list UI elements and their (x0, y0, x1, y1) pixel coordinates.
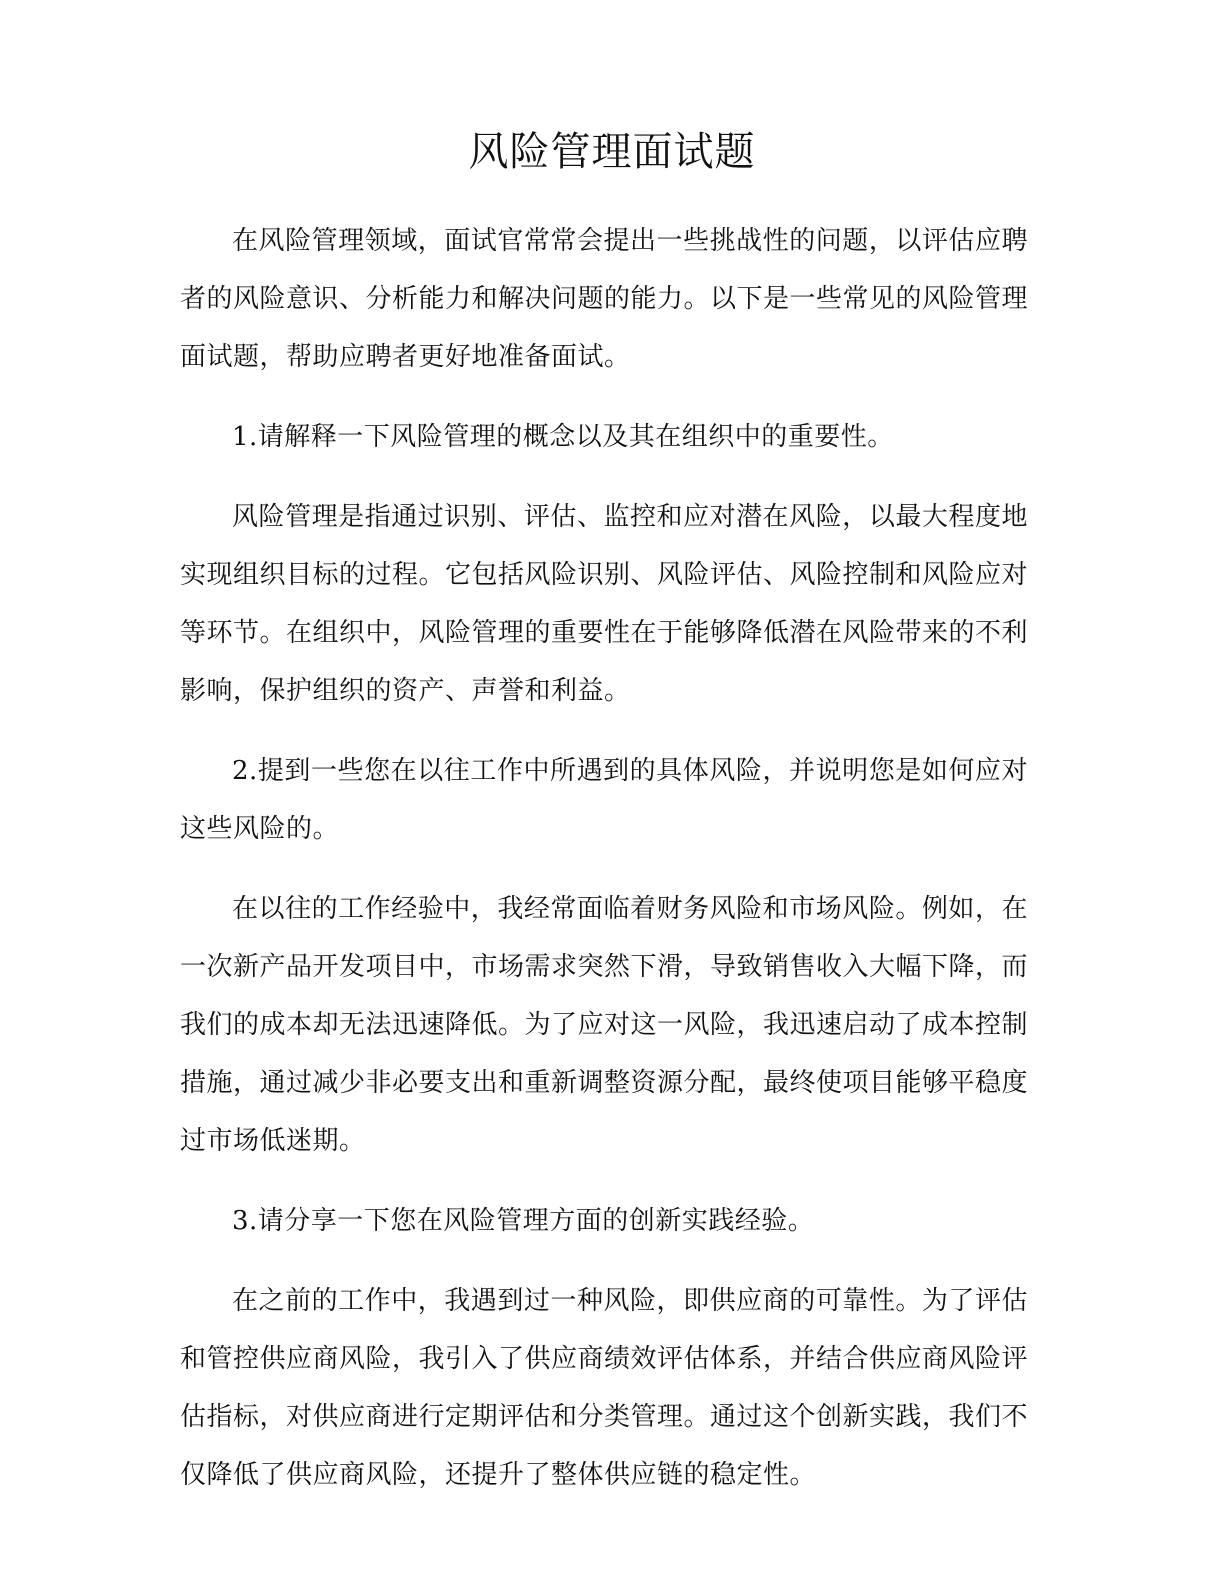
intro-paragraph: 在风险管理领域，面试官常常会提出一些挑战性的问题，以评估应聘者的风险意识、分析能力和解决问题的能力。以下是一些常见的风险管理面试题，帮助应聘者更好地准备面试。 (180, 226, 1029, 372)
answer-2: 在以往的工作经验中，我经常面临着财务风险和市场风险。例如，在一次新产品开发项目中，市场需求突然下滑，导致销售收入大幅下降，而我们的成本却无法迅速降低。为了应对这一风险，我迅速启动了成本控制措施，通过减少非必要支出和重新调整资源分配，最终使项目能够平稳度过市场低迷期。 (180, 894, 1029, 1156)
answer-3: 在之前的工作中，我遇到过一种风险，即供应商的可靠性。为了评估和管控供应商风险，我引入了供应商绩效评估体系，并结合供应商风险评估指标，对供应商进行定期评估和分类管理。通过这个创新实践，我们不仅降低了供应商风险，还提升了整体供应链的稳定性。 (180, 1286, 1029, 1490)
answer-1: 风险管理是指通过识别、评估、监控和应对潜在风险，以最大程度地实现组织目标的过程。它包括风险识别、风险评估、风险控制和风险应对等环节。在组织中，风险管理的重要性在于能够降低潜在风险带来的不利影响，保护组织的资产、声誉和利益。 (180, 502, 1029, 706)
document-title: 风险管理面试题 (468, 129, 756, 175)
question-2: 2.提到一些您在以往工作中所遇到的具体风险，并说明您是如何应对这些风险的。 (180, 756, 1028, 844)
document-body (180, 212, 1028, 1526)
question-1: 1.请解释一下风险管理的概念以及其在组织中的重要性。 (232, 422, 894, 452)
question-3: 3.请分享一下您在风险管理方面的创新实践经验。 (232, 1206, 815, 1236)
